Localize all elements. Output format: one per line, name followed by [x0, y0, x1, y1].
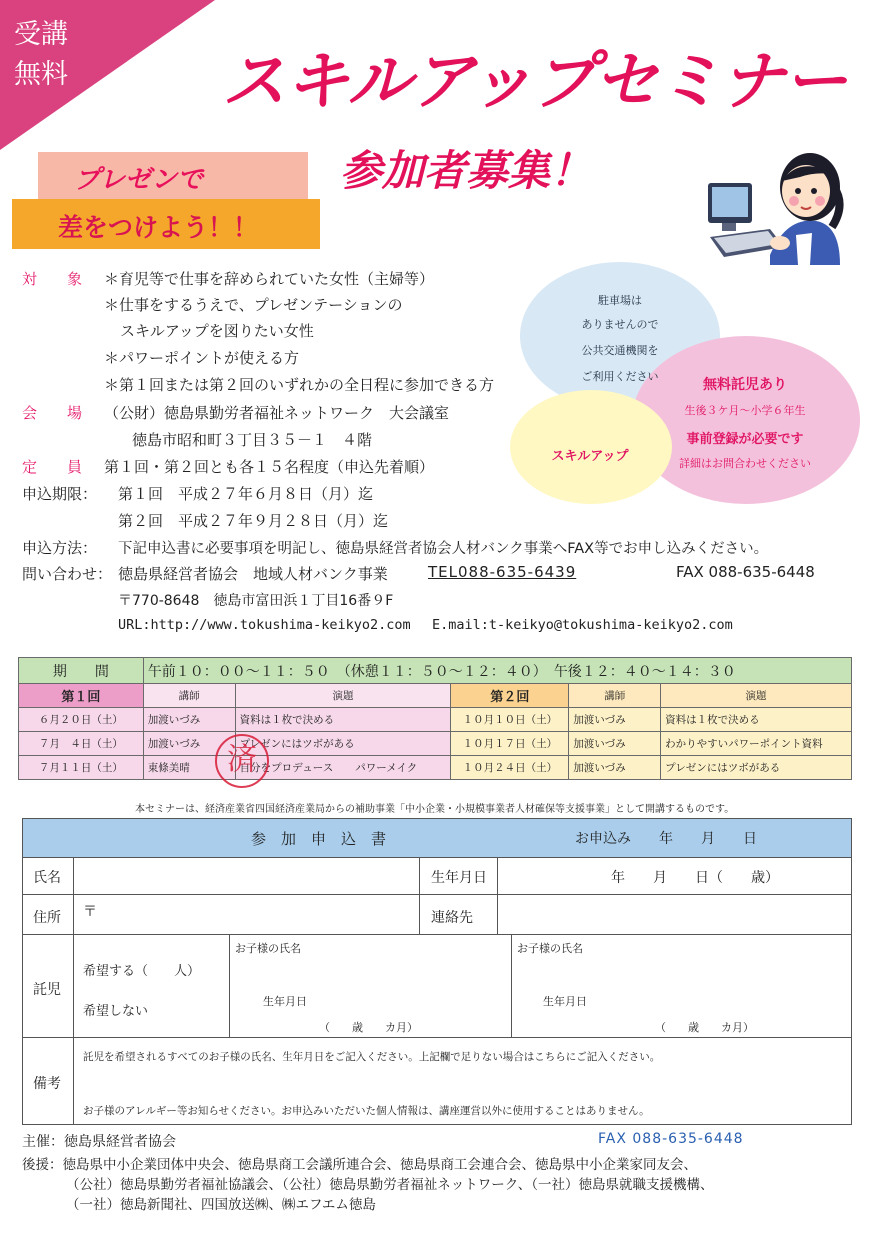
schedule-table	[18, 657, 852, 780]
schedule-header-row	[19, 684, 852, 708]
childcare-yes-option[interactable]: 希望する（ 人）	[83, 964, 201, 979]
childcare-registration: 事前登録が必要です	[686, 432, 804, 447]
free-badge-line2: 無料	[14, 59, 68, 90]
first-session-label: 第１回	[19, 684, 144, 708]
session2-instructor: 加渡いづみ	[569, 756, 661, 780]
session2-instructor: 加渡いづみ	[569, 708, 661, 732]
name-label: 氏名	[33, 870, 61, 886]
venue-line-1: （公財）徳島県勤労者福祉ネットワーク 大会議室	[104, 404, 450, 422]
host-organizer: 主催：徳島県経営者協会	[22, 1134, 176, 1150]
child2-age-field[interactable]: （ 歳 カ月）	[655, 1021, 754, 1034]
session1-instructor: 加渡いづみ	[143, 708, 235, 732]
session2-topic: わかりやすいパワーポイント資料	[661, 732, 852, 756]
session1-instructor: 加渡いづみ	[143, 732, 235, 756]
name-field[interactable]	[75, 859, 417, 893]
childcare-label: 託児	[33, 982, 61, 998]
target-line-3: スキルアップを図りたい女性	[120, 322, 314, 340]
tagline-2: 差をつけよう！！	[58, 213, 259, 242]
target-label: 対 象	[22, 270, 83, 288]
target-line-4: ＊パワーポイントが使える方	[104, 349, 300, 367]
application-form	[22, 818, 852, 1125]
target-line-2: ＊仕事をするうえで、プレゼンテーションの	[104, 296, 403, 314]
woman-computer-illustration	[700, 125, 850, 275]
application-date: お申込み 年 月 日	[575, 831, 757, 847]
instructor-header-1: 講師	[143, 684, 235, 708]
parking-line-1: 駐車場は	[598, 294, 642, 307]
parking-line-4: ご利用ください	[581, 370, 659, 383]
venue-label: 会 場	[22, 404, 83, 422]
session2-date: １０月１０日（土）	[451, 708, 569, 732]
dob-label: 生年月日	[431, 870, 487, 886]
target-line-5: ＊第１回または第２回のいずれかの全日程に参加できる方	[104, 376, 495, 394]
contact-fax: FAX 088-635-6448	[676, 563, 815, 581]
table-row	[19, 708, 852, 732]
method-value: 下記申込書に必要事項を明記し、徳島県経営者協会人材バンク事業へFAX等でお申し込みください。	[118, 541, 769, 557]
email-link[interactable]: E.mail:t-keikyo@tokushima-keikyo2.com	[432, 617, 733, 633]
contact-tel[interactable]: TEL088-635-6439	[428, 563, 577, 581]
page-title: スキルアップセミナー	[222, 45, 847, 119]
session2-date: １０月２４日（土）	[451, 756, 569, 780]
instructor-header-2: 講師	[569, 684, 661, 708]
dob-field[interactable]: 年 月 日（ 歳）	[611, 870, 779, 886]
topic-header-1: 演題	[235, 684, 451, 708]
table-row	[19, 732, 852, 756]
deadline-line-2: 第２回 平成２７年９月２８日（月）迄	[118, 512, 389, 530]
childcare-age: 生後３ケ月～小学６年生	[684, 404, 806, 417]
remarks-label: 備考	[33, 1076, 61, 1092]
session2-topic: 資料は１枚で決める	[661, 708, 852, 732]
tagline-1: プレゼンで	[74, 165, 203, 195]
child2-dob-label: 生年月日	[543, 995, 587, 1008]
footer-fax: FAX 088-635-6448	[598, 1131, 744, 1147]
completed-stamp: 済	[215, 734, 269, 788]
website-link[interactable]: URL:http://www.tokushima-keikyo2.com	[118, 617, 411, 633]
remarks-instruction-1: 託児を希望されるすべてのお子様の氏名、生年月日をご記入ください。上記欄で足りない場合はこちらにご記入ください。	[83, 1051, 661, 1063]
session2-date: １０月１７日（土）	[451, 732, 569, 756]
supporters-line-1: 後援：徳島県中小企業団体中央会、徳島県商工会議所連合会、徳島県商工会連合会、徳島県中小企業家同友会、	[22, 1157, 697, 1173]
deadline-label: 申込期限：	[22, 485, 98, 503]
postal-mark: 〒	[83, 904, 97, 920]
child1-name-label: お子様の氏名	[235, 942, 301, 955]
period-times: 午前１０：００～１１：５０ （休憩１１：５０～１２：４０） 午後１２：４０～１４：３０	[143, 658, 851, 684]
parking-line-3: 公共交通機関を	[581, 344, 659, 357]
free-badge-line1: 受講	[14, 19, 68, 50]
contact-field-label: 連絡先	[431, 910, 473, 926]
period-label: 期 間	[19, 658, 144, 684]
session1-date: ６月２０日（土）	[19, 708, 144, 732]
address-label: 住所	[33, 910, 61, 926]
contact-field[interactable]	[499, 896, 849, 932]
child1-age-field[interactable]: （ 歳 カ月）	[319, 1021, 418, 1034]
childcare-inquiry: 詳細はお問合わせください	[679, 457, 811, 470]
method-label: 申込方法：	[22, 539, 98, 557]
address-field[interactable]	[99, 896, 417, 932]
tagline-box-2	[12, 199, 320, 249]
session2-topic: プレゼンにはツボがある	[661, 756, 852, 780]
target-line-1: ＊育児等で仕事を辞められていた女性（主婦等）	[104, 270, 435, 288]
session1-topic-extra: パワーメイク	[355, 762, 418, 774]
childcare-no-option[interactable]: 希望しない	[83, 1004, 149, 1019]
subsidy-note: 本セミナーは、経済産業省四国経済産業局からの補助事業「中小企業・小規模事業者人材確保等支援事業」として開講するものです。	[135, 804, 735, 815]
contact-label: 問い合わせ：	[22, 565, 113, 583]
session1-instructor: 東條美晴	[143, 756, 235, 780]
child2-name-label: お子様の氏名	[517, 942, 583, 955]
address-line: 〒770-8648 徳島市富田浜１丁目16番９F	[118, 593, 394, 609]
page-subtitle: 参加者募集！	[340, 146, 593, 195]
capacity-label: 定 員	[22, 458, 83, 476]
venue-line-2: 徳島市昭和町３丁目３５－１ ４階	[132, 431, 373, 449]
supporters-line-3: （一社）徳島新聞社、四国放送㈱、㈱エフエム徳島	[66, 1197, 376, 1213]
session1-topic: 資料は１枚で決める	[235, 708, 451, 732]
childcare-title: 無料託児あり	[703, 377, 787, 393]
remarks-instruction-2: お子様のアレルギー等お知らせください。お申込みいただいた個人情報は、講座運営以外に使用することはありません。	[83, 1105, 650, 1117]
capacity-value: 第１回・第２回とも各１５名程度（申込先着順）	[104, 458, 435, 476]
supporters-line-2: （公社）徳島県勤労者福祉協議会、（公社）徳島県勤労者福祉ネットワーク、（一社）徳島県就職支援機構、	[66, 1177, 714, 1193]
table-row	[19, 756, 852, 780]
tagline-box-1	[38, 152, 308, 202]
second-session-label: 第２回	[451, 684, 569, 708]
period-row	[19, 658, 852, 684]
topic-header-2: 演題	[661, 684, 852, 708]
parking-line-2: ありませんので	[581, 318, 659, 331]
session1-topic: 自分をプロデュース	[239, 762, 334, 774]
session2-instructor: 加渡いづみ	[569, 732, 661, 756]
deadline-line-1: 第１回 平成２７年６月８日（月）迄	[118, 485, 374, 503]
contact-org: 徳島県経営者協会 地域人材バンク事業	[118, 565, 388, 583]
session1-topic: プレゼンにはツボがある	[235, 732, 451, 756]
form-title: 参 加 申 込 書	[251, 830, 387, 848]
session1-date: ７月 ４日（土）	[19, 732, 144, 756]
childcare-notice-bubble	[632, 336, 860, 504]
skillup-label: スキルアップ	[551, 449, 629, 464]
session1-date: ７月１１日（土）	[19, 756, 144, 780]
child1-dob-label: 生年月日	[263, 995, 307, 1008]
